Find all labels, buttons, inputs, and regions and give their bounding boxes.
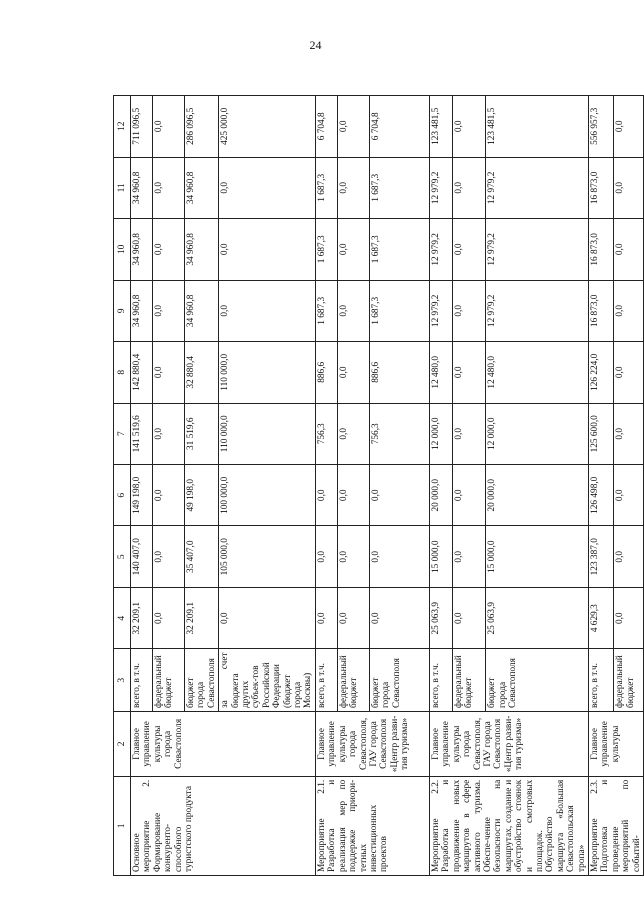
amount-cell: 110 000,0: [219, 403, 316, 464]
amount-cell: 1 687,3: [369, 219, 429, 280]
amount-cell: 0,0: [337, 526, 369, 587]
header-cell: 12: [114, 96, 131, 158]
amount-cell: 15 000,0: [429, 526, 452, 587]
amount-cell: 123 387,0: [588, 526, 613, 587]
amount-cell: 0,0: [337, 157, 369, 218]
amount-cell: 0,0: [452, 587, 485, 648]
amount-cell: 0,0: [452, 157, 485, 218]
event-name-cell: Мероприятие 2.3. Подготовка и проведение мероприятий по событий-: [588, 776, 643, 875]
amount-cell: 0,0: [614, 403, 644, 464]
amount-cell: 0,0: [153, 342, 185, 403]
amount-cell: 34 960,8: [185, 280, 219, 341]
amount-cell: 149 198,0: [131, 465, 153, 526]
amount-cell: 126 224,0: [588, 342, 613, 403]
funding-source-cell: федеральный бюджет: [614, 649, 644, 712]
amount-cell: 756,3: [369, 403, 429, 464]
amount-cell: 0,0: [315, 526, 337, 587]
funding-source-cell: бюджет города Севастополя: [185, 649, 219, 712]
amount-cell: 0,0: [369, 465, 429, 526]
amount-cell: 16 873,0: [588, 157, 613, 218]
executor-cell: Главное управление культуры города Севастополя: [131, 712, 316, 777]
amount-cell: 16 873,0: [588, 219, 613, 280]
amount-cell: 20 000,0: [486, 465, 589, 526]
executor-cell: Главное управление культуры: [588, 712, 643, 777]
amount-cell: 0,0: [614, 219, 644, 280]
amount-cell: 6 704,8: [315, 96, 337, 158]
header-cell: 6: [114, 465, 131, 526]
amount-cell: 0,0: [614, 280, 644, 341]
executor-cell: Главное управление культуры города Севастополя, ГАУ города Севастополя «Центр разви-тия туризма»: [429, 712, 588, 777]
funding-source-cell: бюджет города Севастополя: [369, 649, 429, 712]
amount-cell: 0,0: [614, 157, 644, 218]
amount-cell: 125 600,0: [588, 403, 613, 464]
funding-source-cell: федеральный бюджет: [153, 649, 185, 712]
table-row: [429, 96, 452, 876]
funding-source-cell: федеральный бюджет: [452, 649, 485, 712]
amount-cell: 0,0: [614, 526, 644, 587]
amount-cell: 0,0: [337, 342, 369, 403]
amount-cell: 12 000,0: [486, 403, 589, 464]
amount-cell: 1 687,3: [315, 157, 337, 218]
amount-cell: 105 000,0: [219, 526, 316, 587]
amount-cell: 1 687,3: [369, 157, 429, 218]
amount-cell: 711 096,5: [131, 96, 153, 158]
amount-cell: 12 000,0: [429, 403, 452, 464]
amount-cell: 0,0: [337, 403, 369, 464]
header-row: [114, 96, 131, 876]
amount-cell: 0,0: [452, 280, 485, 341]
amount-cell: 0,0: [153, 403, 185, 464]
amount-cell: 756,3: [315, 403, 337, 464]
amount-cell: 142 880,4: [131, 342, 153, 403]
funding-source-cell: федеральный бюджет: [337, 649, 369, 712]
header-cell: 10: [114, 219, 131, 280]
amount-cell: 32 209,1: [131, 587, 153, 648]
amount-cell: 0,0: [452, 342, 485, 403]
event-name-cell: Мероприятие 2.1. Разработка и реализация мер по поддержке приори-тетных инвестиционных проектов: [315, 776, 429, 875]
amount-cell: 0,0: [614, 465, 644, 526]
amount-cell: 0,0: [219, 280, 316, 341]
amount-cell: 100 000,0: [219, 465, 316, 526]
header-cell: 11: [114, 157, 131, 218]
amount-cell: 12 979,2: [486, 157, 589, 218]
amount-cell: 126 498,0: [588, 465, 613, 526]
funding-source-cell: всего, в т.ч.: [315, 649, 337, 712]
rotated-table-frame: [113, 95, 642, 876]
amount-cell: 12 979,2: [429, 157, 452, 218]
amount-cell: 0,0: [153, 280, 185, 341]
amount-cell: 0,0: [337, 587, 369, 648]
amount-cell: 886,6: [369, 342, 429, 403]
header-cell: 3: [114, 649, 131, 712]
amount-cell: 0,0: [315, 587, 337, 648]
funding-source-cell: всего, в т.ч.: [429, 649, 452, 712]
amount-cell: 1 687,3: [369, 280, 429, 341]
amount-cell: 34 960,8: [131, 280, 153, 341]
amount-cell: 12 979,2: [429, 219, 452, 280]
amount-cell: 32 209,1: [185, 587, 219, 648]
amount-cell: 12 979,2: [486, 280, 589, 341]
amount-cell: 49 198,0: [185, 465, 219, 526]
amount-cell: 110 000,0: [219, 342, 316, 403]
amount-cell: 0,0: [153, 96, 185, 158]
amount-cell: 0,0: [219, 219, 316, 280]
amount-cell: 0,0: [219, 587, 316, 648]
amount-cell: 6 704,8: [369, 96, 429, 158]
amount-cell: 12 979,2: [429, 280, 452, 341]
amount-cell: 0,0: [452, 219, 485, 280]
amount-cell: 15 000,0: [486, 526, 589, 587]
amount-cell: 140 407,0: [131, 526, 153, 587]
financing-table: [113, 95, 644, 876]
amount-cell: 0,0: [153, 157, 185, 218]
amount-cell: 556 957,3: [588, 96, 613, 158]
amount-cell: 1 687,3: [315, 280, 337, 341]
amount-cell: 0,0: [153, 219, 185, 280]
amount-cell: 0,0: [452, 465, 485, 526]
amount-cell: 0,0: [614, 587, 644, 648]
amount-cell: 0,0: [153, 465, 185, 526]
funding-source-cell: за счет бюджета других субъек-тов Российской Федерации (бюджет города Москвы): [219, 649, 316, 712]
amount-cell: 0,0: [369, 526, 429, 587]
header-cell: 1: [114, 776, 131, 875]
amount-cell: 20 000,0: [429, 465, 452, 526]
amount-cell: 0,0: [452, 96, 485, 158]
amount-cell: 425 000,0: [219, 96, 316, 158]
amount-cell: 32 880,4: [185, 342, 219, 403]
amount-cell: 25 063,9: [429, 587, 452, 648]
event-name-cell: Основное мероприятие 2. Формирование конкуренто-способного туристского продукта: [131, 776, 316, 875]
amount-cell: 34 960,8: [185, 157, 219, 218]
amount-cell: 0,0: [315, 465, 337, 526]
header-cell: 7: [114, 403, 131, 464]
table-row: [588, 96, 613, 876]
funding-source-cell: всего, в т.ч.: [131, 649, 153, 712]
amount-cell: 286 096,5: [185, 96, 219, 158]
event-name-cell: Мероприятие 2.2. Разработка и продвижение новых маршрутов в сфере активного туризма. Обеспе-чение безопасности на маршрутах, создание и обустройство стоянок и смотровых площадок. Обустройство маршрута «Большая Севастопольская тропа»: [429, 776, 588, 875]
amount-cell: 0,0: [337, 96, 369, 158]
table-row: [131, 96, 153, 876]
amount-cell: 1 687,3: [315, 219, 337, 280]
amount-cell: 0,0: [153, 526, 185, 587]
amount-cell: 34 960,8: [131, 157, 153, 218]
amount-cell: 12 480,0: [486, 342, 589, 403]
amount-cell: 16 873,0: [588, 280, 613, 341]
amount-cell: 0,0: [219, 157, 316, 218]
header-cell: 4: [114, 587, 131, 648]
page-number: 24: [309, 38, 322, 52]
amount-cell: 12 480,0: [429, 342, 452, 403]
amount-cell: 0,0: [153, 587, 185, 648]
amount-cell: 34 960,8: [131, 219, 153, 280]
amount-cell: 0,0: [337, 465, 369, 526]
amount-cell: 123 481,5: [429, 96, 452, 158]
header-cell: 5: [114, 526, 131, 587]
amount-cell: 141 519,6: [131, 403, 153, 464]
amount-cell: 0,0: [614, 342, 644, 403]
amount-cell: 123 481,5: [486, 96, 589, 158]
amount-cell: 886,6: [315, 342, 337, 403]
amount-cell: 0,0: [369, 587, 429, 648]
rotated-table-content: [113, 95, 642, 876]
table-body: [131, 96, 644, 876]
amount-cell: 25 063,9: [486, 587, 589, 648]
table-row: [315, 96, 337, 876]
amount-cell: 4 629,3: [588, 587, 613, 648]
amount-cell: 12 979,2: [486, 219, 589, 280]
executor-cell: Главное управление культуры города Севастополя, ГАУ города Севастополя «Центр разви-тия туризма»: [315, 712, 429, 777]
amount-cell: 0,0: [452, 526, 485, 587]
amount-cell: 0,0: [614, 96, 644, 158]
header-cell: 8: [114, 342, 131, 403]
funding-source-cell: бюджет города Севастополя: [486, 649, 589, 712]
funding-source-cell: всего, в т.ч.: [588, 649, 613, 712]
amount-cell: 31 519,6: [185, 403, 219, 464]
header-cell: 2: [114, 712, 131, 777]
amount-cell: 34 960,8: [185, 219, 219, 280]
amount-cell: 0,0: [452, 403, 485, 464]
header-cell: 9: [114, 280, 131, 341]
amount-cell: 0,0: [337, 280, 369, 341]
amount-cell: 0,0: [337, 219, 369, 280]
amount-cell: 35 407,0: [185, 526, 219, 587]
